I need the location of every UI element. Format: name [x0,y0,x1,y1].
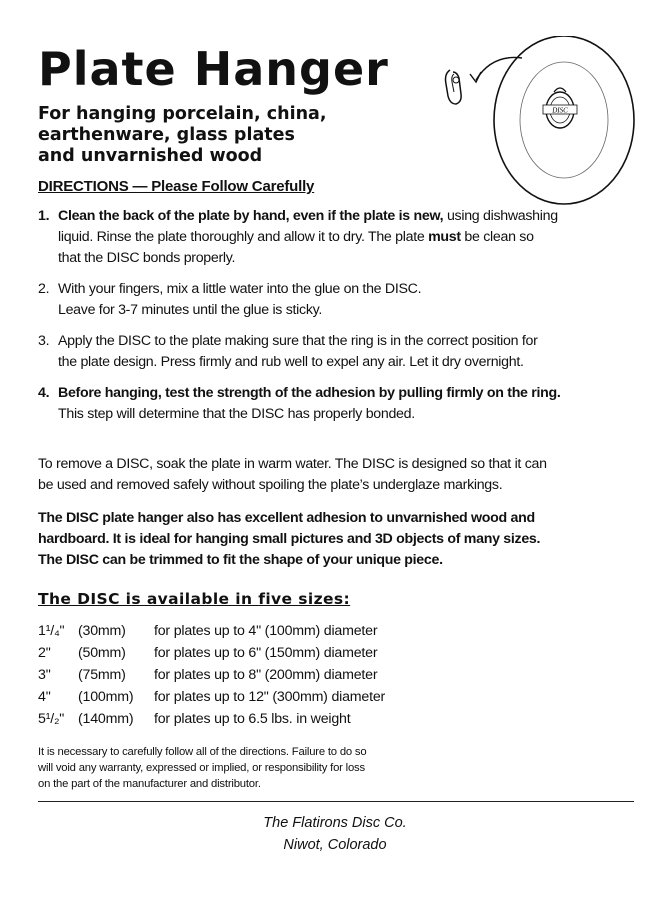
step-1-text: liquid. Rinse the plate thoroughly and allow it to dry. The plate [58,229,429,245]
subtitle-line: earthenware, glass plates [38,125,295,145]
step-number: 3. [38,333,50,349]
step-1-must: must [428,229,461,245]
instruction-sheet: Plate Hanger For hanging porcelain, china, earthenware, glass plates and unvarnished wood DISC DIRECTIONS — Please Follow Carefully 1. Clean the back of the plate by hand, even if the plate is new, using dishwashing liquid. Rinse the plate thoroughly and allow it to dry. The plate must be clean so that the DISC bonds properly. 2. With your fingers, mix a little water into the glue on the DISC. Leave for 3-7 minutes until the glue is sticky. 3. Apply the DISC to the plate making sure that the ring is in the correct position for the plate design. Press firmly and rub well to expel any air. Let it dry overnight. 4. Before hanging, test the strength of the adhesion by pulling firmly on the ring. This step will determine that the DISC has properly bonded. To remove a DISC, soak the plate in warm water. The DISC is designed so that it can be used and removed safely without spoiling the plate’s underglaze markings. The DISC plate hanger also has excellent adhesion to unvarnished wood and hardboard. It is ideal for hanging small pictures and 3D objects of many sizes. The DISC can be trimmed to fit the shape of your unique piece. The DISC is available in five sizes: 1¹/₄" (30mm) for plates up to 4" (100mm) diameter 2" (50mm) for plates up to 6" (150mm) diameter 3" (75mm) for plates up to 8" (200mm) diameter 4" (100mm) for plates up to 12" (300mm) diameter 5¹/₂" (140mm) for plates up to 6.5 lbs. in weight It is necessary to carefully follow all of the directions. Failure to do so will void any warranty, expressed or implied, or responsibility for loss on the part of the manufacturer and distributor. The Flatirons Disc Co. Niwot, Colorado [0,0,660,900]
directions-heading: DIRECTIONS — Please Follow Carefully [38,178,315,195]
step-3 [38,331,628,373]
subtitle-line: and unvarnished wood [38,146,263,166]
step-2-text: With your fingers, mix a little water into the glue on the DISC. [58,281,422,297]
disc-icon [543,88,577,128]
divider [38,801,634,802]
step-number: 1. [38,208,50,224]
step-3-text: the plate design. Press firmly and rub well to expel any air. Let it dry overnight. [58,354,524,370]
step-2 [38,279,628,321]
step-1 [38,206,628,269]
sizes-heading: The DISC is available in five sizes: [38,590,351,608]
step-2-text: Leave for 3-7 minutes until the glue is sticky. [58,302,323,318]
disclaimer: It is necessary to carefully follow all of the directions. Failure to do so will void any warranty, expressed or implied, or responsibility for loss on the part of the manufacturer and distributor. [38,746,367,790]
step-number: 4. [38,385,50,401]
step-3-text: Apply the DISC to the plate making sure that the ring is in the correct position for [58,333,538,349]
step-4-bold-text: Before hanging, test the strength of the adhesion by pulling firmly on the ring. [58,385,561,401]
step-4-text: This step will determine that the DISC has properly bonded. [58,406,415,422]
plate-hanger-illustration [436,36,636,216]
hanger-clip-icon [446,70,462,104]
page-subtitle [38,104,458,167]
company-name: The Flatirons Disc Co. [263,815,407,831]
step-4 [38,383,628,425]
step-1-text: using dishwashing [443,208,558,224]
company-info [200,812,470,856]
disc-label: DISC [552,106,568,115]
step-1-text: that the DISC bonds properly. [58,250,236,266]
step-1-bold-text: Clean the back of the plate by hand, even if the plate is new, [58,208,444,224]
adhesion-paragraph: The DISC plate hanger also has excellent adhesion to unvarnished wood and hardboard. It is ideal for hanging small pictures and 3D objects of many sizes. The DISC can be trimmed to fit the shape of your unique piece. [38,510,541,568]
remove-disc-paragraph: To remove a DISC, soak the plate in warm water. The DISC is designed so that it can be used and removed safely without spoiling the plate’s underglaze markings. [38,456,547,493]
step-1-text: be clean so [460,229,534,245]
page-title: Plate Hanger [38,42,389,96]
directions-list [38,206,628,435]
step-number: 2. [38,281,50,297]
company-location: Niwot, Colorado [283,837,387,853]
subtitle-line: For hanging porcelain, china, [38,104,327,124]
